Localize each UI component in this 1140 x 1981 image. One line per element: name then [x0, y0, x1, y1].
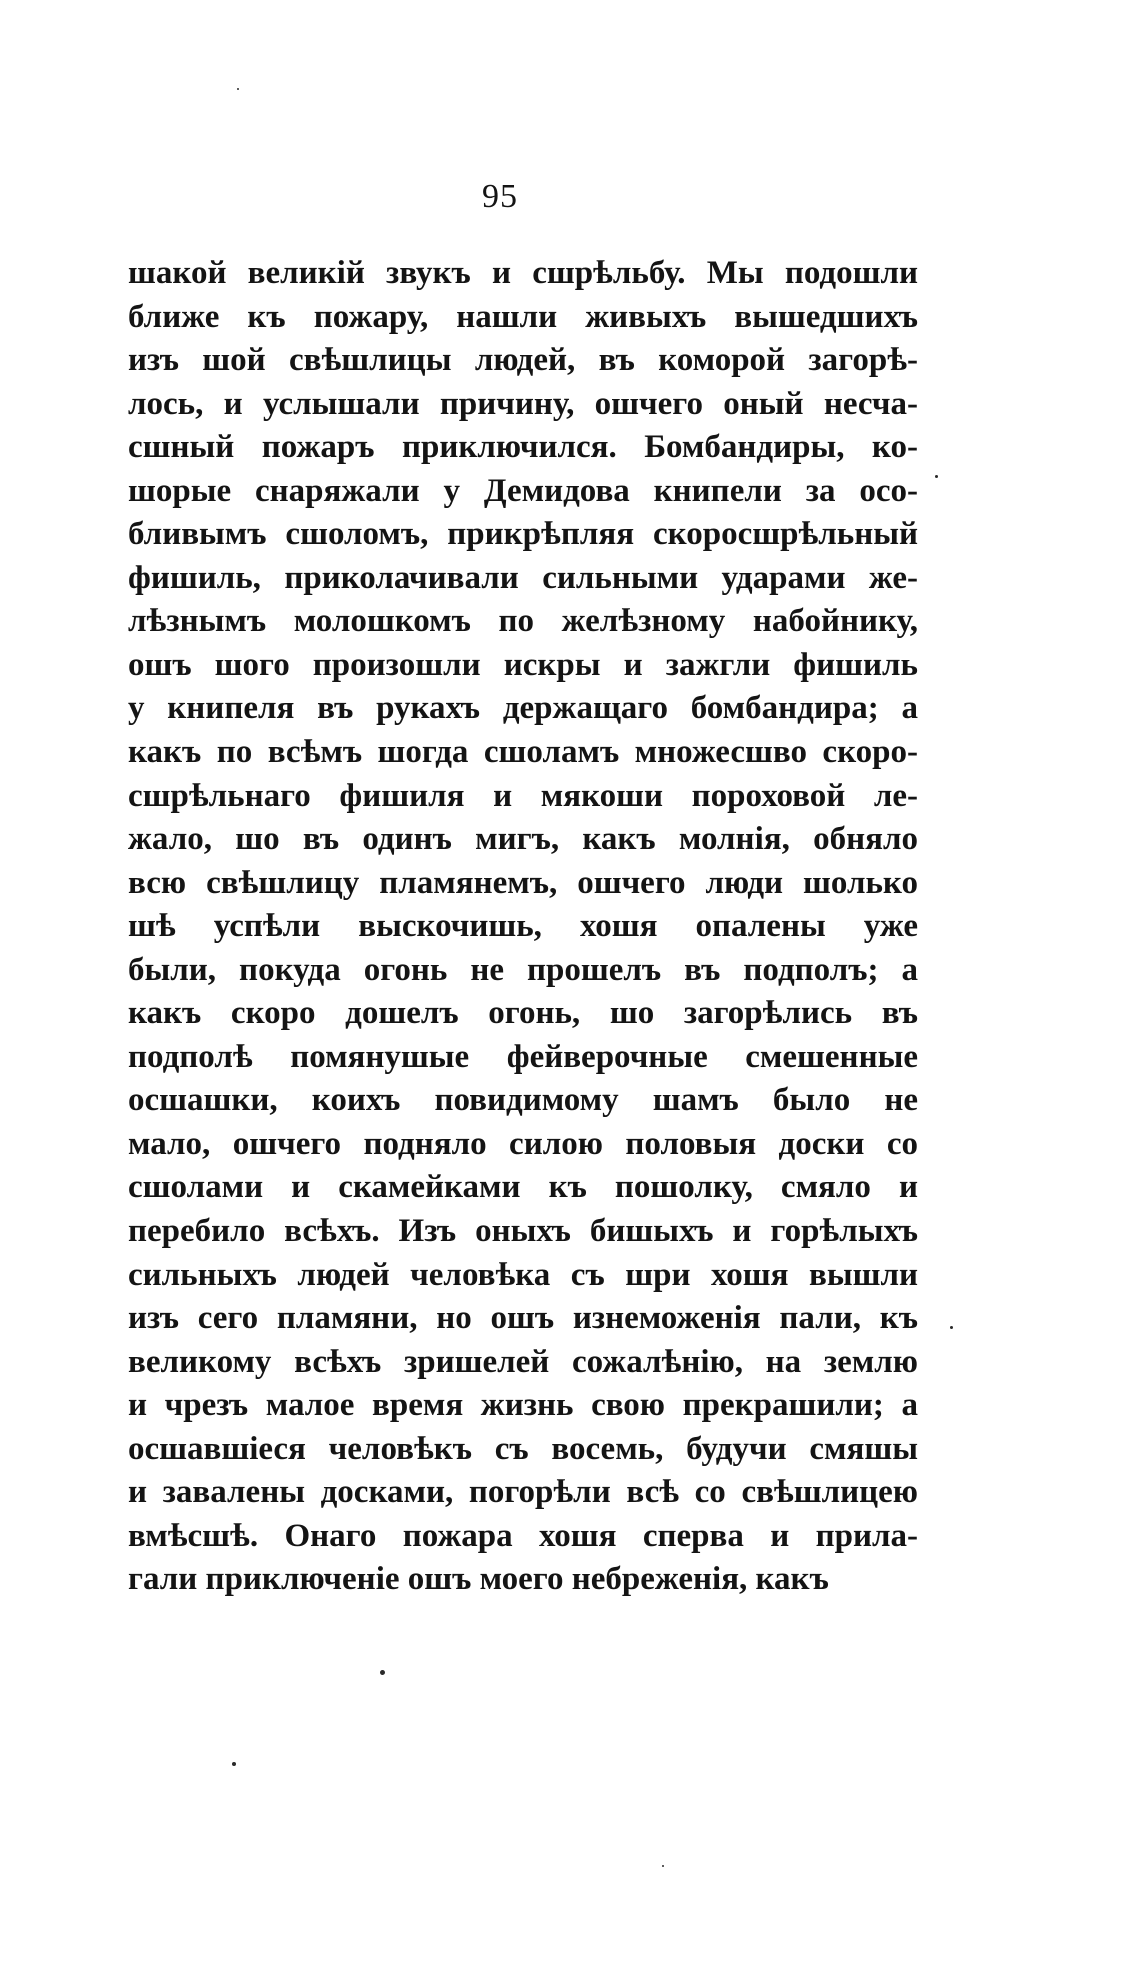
text-line: были, покуда огонь не прошелъ въ подполъ; а — [128, 951, 918, 988]
scan-speck — [662, 1865, 664, 1867]
text-line: шакой великій звукъ и сшрѣльбу. Мы подошли — [128, 255, 918, 291]
text-line: гали приключеніе ошъ моего небреженія, какъ — [128, 1561, 829, 1598]
text-line: и завалены досками, погорѣли всѣ со свѣшлицею — [128, 1474, 918, 1511]
text-line: сшрѣльнаго фишиля и мякоши пороховой ле- — [128, 777, 918, 814]
text-line: изъ сего пламяни, но ошъ изнеможенія пали, къ — [128, 1300, 918, 1337]
text-line: бливымъ сшоломъ, прикрѣпляя скоросшрѣльный — [128, 516, 918, 553]
text-line: какъ по всѣмъ шогда сшоламъ множесшво скоро- — [128, 734, 918, 771]
text-line: лось, и услышали причину, ошчего оный несча- — [128, 385, 918, 422]
scan-speck — [950, 1326, 953, 1329]
text-line: изъ шой свѣшлицы людей, въ коморой загорѣ- — [128, 342, 918, 379]
text-line: ближе къ пожару, нашли живыхъ вышедшихъ — [128, 298, 918, 335]
text-line: перебило всѣхъ. Изъ оныхъ бишыхъ и горѣлыхъ — [128, 1213, 918, 1250]
text-line: ошъ шого произошли искры и зажгли фишиль — [128, 646, 918, 683]
text-line: всю свѣшлицу пламянемъ, ошчего люди шолько — [128, 864, 918, 901]
text-line: мало, ошчего подняло силою половыя доски со — [128, 1125, 918, 1162]
text-line: вмѣсшѣ. Онаго пожара хошя сперва и прила- — [128, 1517, 918, 1554]
text-line: подполѣ помянушые фейверочные смешенные — [128, 1038, 918, 1075]
scan-speck — [232, 1762, 236, 1766]
text-line: какъ скоро дошелъ огонь, шо загорѣлись въ — [128, 995, 918, 1032]
scan-speck — [237, 88, 239, 90]
text-line: лѣзнымъ молошкомъ по желѣзному набойнику, — [128, 603, 918, 640]
scan-speck — [380, 1670, 385, 1675]
page-number: 95 — [482, 178, 518, 215]
text-line: фишиль, приколачивали сильными ударами же- — [128, 559, 918, 596]
text-line: сильныхъ людей человѣка съ шри хошя вышли — [128, 1256, 918, 1293]
text-line: осшавшіеся человѣкъ съ восемь, будучи смяшы — [128, 1430, 918, 1467]
text-line: жало, шо въ одинъ мигъ, какъ молнія, обняло — [128, 821, 918, 858]
text-line: и чрезъ малое время жизнь свою прекрашили; а — [128, 1387, 918, 1424]
scan-speck — [935, 475, 938, 478]
text-line: сшолами и скамейками къ пошолку, смяло и — [128, 1169, 918, 1206]
text-line: великому всѣхъ зришелей сожалѣнію, на землю — [128, 1343, 918, 1380]
text-line: сшный пожаръ приключился. Бомбандиры, ко- — [128, 429, 918, 466]
body-text — [128, 252, 918, 1602]
text-line: шорые снаряжали у Демидова книпели за осо- — [128, 472, 918, 509]
text-line: осшашки, коихъ повидимому шамъ было не — [128, 1082, 918, 1119]
text-line: шѣ успѣли выскочишь, хошя опалены уже — [128, 908, 918, 945]
text-line: у книпеля въ рукахъ держащаго бомбандира; а — [128, 690, 918, 727]
